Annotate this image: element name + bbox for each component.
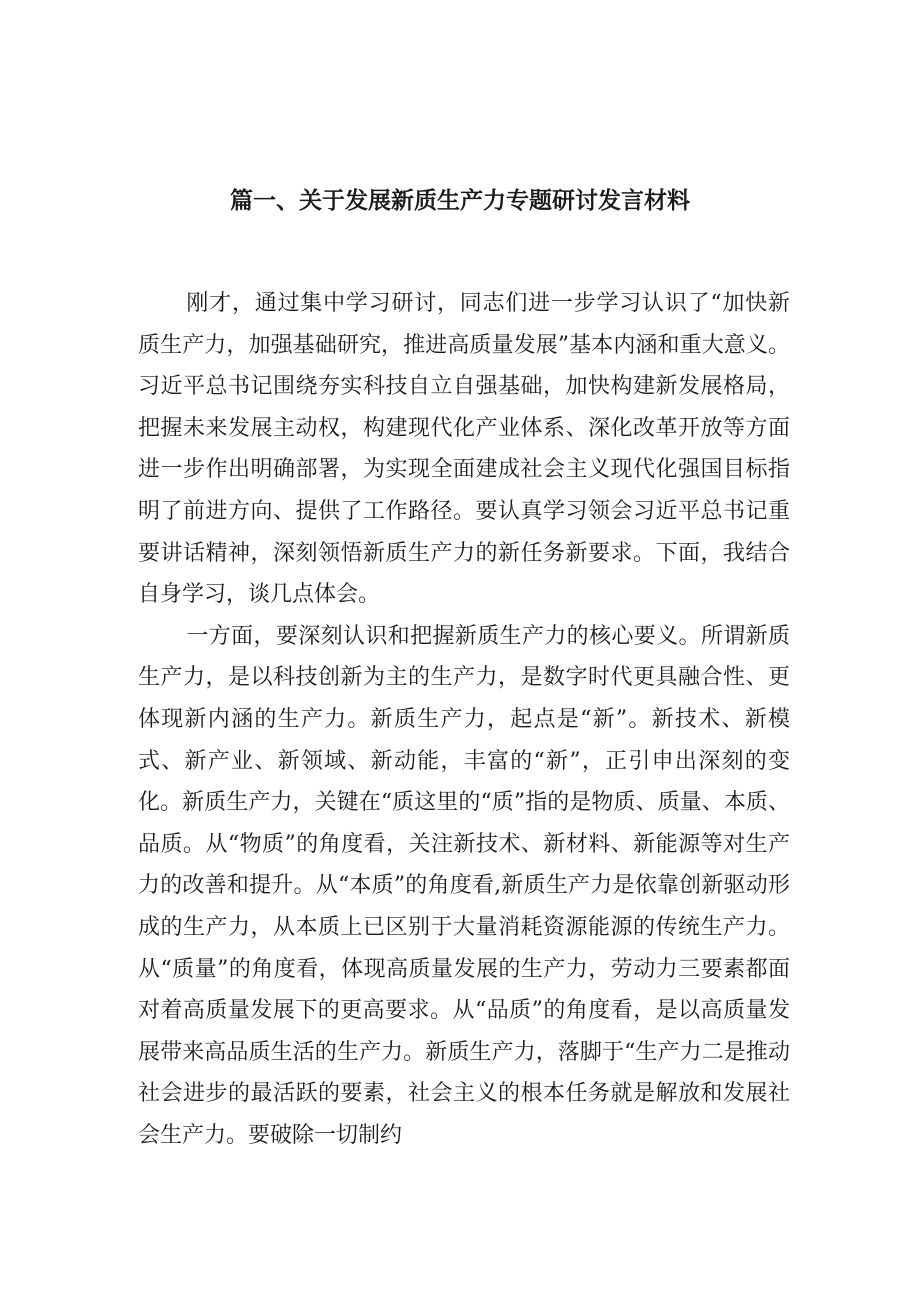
paragraph-2: 一方面，要深刻认识和把握新质生产力的核心要义。所谓新质生产力，是以科技创新为主的生产力，是数字时代更具融合性、更体现新内涵的生产力。新质生产力，起点是“新”。新技术、新模式、新产业、新领域、新动能，丰富的“新”，正引申出深刻的变化。新质生产力，关键在“质这里的“质”指的是物质、质量、本质、品质。从“物质”的角度看，关注新技术、新材料、新能源等对生产力的改善和提升。从“本质”的角度看,新质生产力是依靠创新驱动形成的生产力，从本质上已区别于大量消耗资源能源的传统生产力。从“质量”的角度看，体现高质量发展的生产力，劳动力三要素都面对着高质量发展下的更高要求。从“品质”的角度看，是以高质量发展带来高品质生活的生产力。新质生产力，落脚于“生产力二是推动社会进步的最活跃的要素，社会主义的根本任务就是解放和发展社会生产力。要破除一切制约 — [138, 623, 790, 1148]
document-title: 篇一、关于发展新质生产力专题研讨发言材料 — [230, 188, 690, 214]
paragraph-1: 刚才，通过集中学习研讨，同志们进一步学习认识了“加快新质生产力，加强基础研究，推进高质量发展”基本内涵和重大意义。习近平总书记围绕夯实科技自立自强基础，加快构建新发展格局，把握未来发展主动权，构建现代化产业体系、深化改革开放等方面进一步作出明确部署，为实现全面建成社会主义现代化强国目标指明了前进方向、提供了工作路径。要认真学习领会习近平总书记重要讲话精神，深刻领悟新质生产力的新任务新要求。下面，我结合自身学习，谈几点体会。 — [138, 291, 790, 608]
document-body — [138, 283, 790, 1156]
